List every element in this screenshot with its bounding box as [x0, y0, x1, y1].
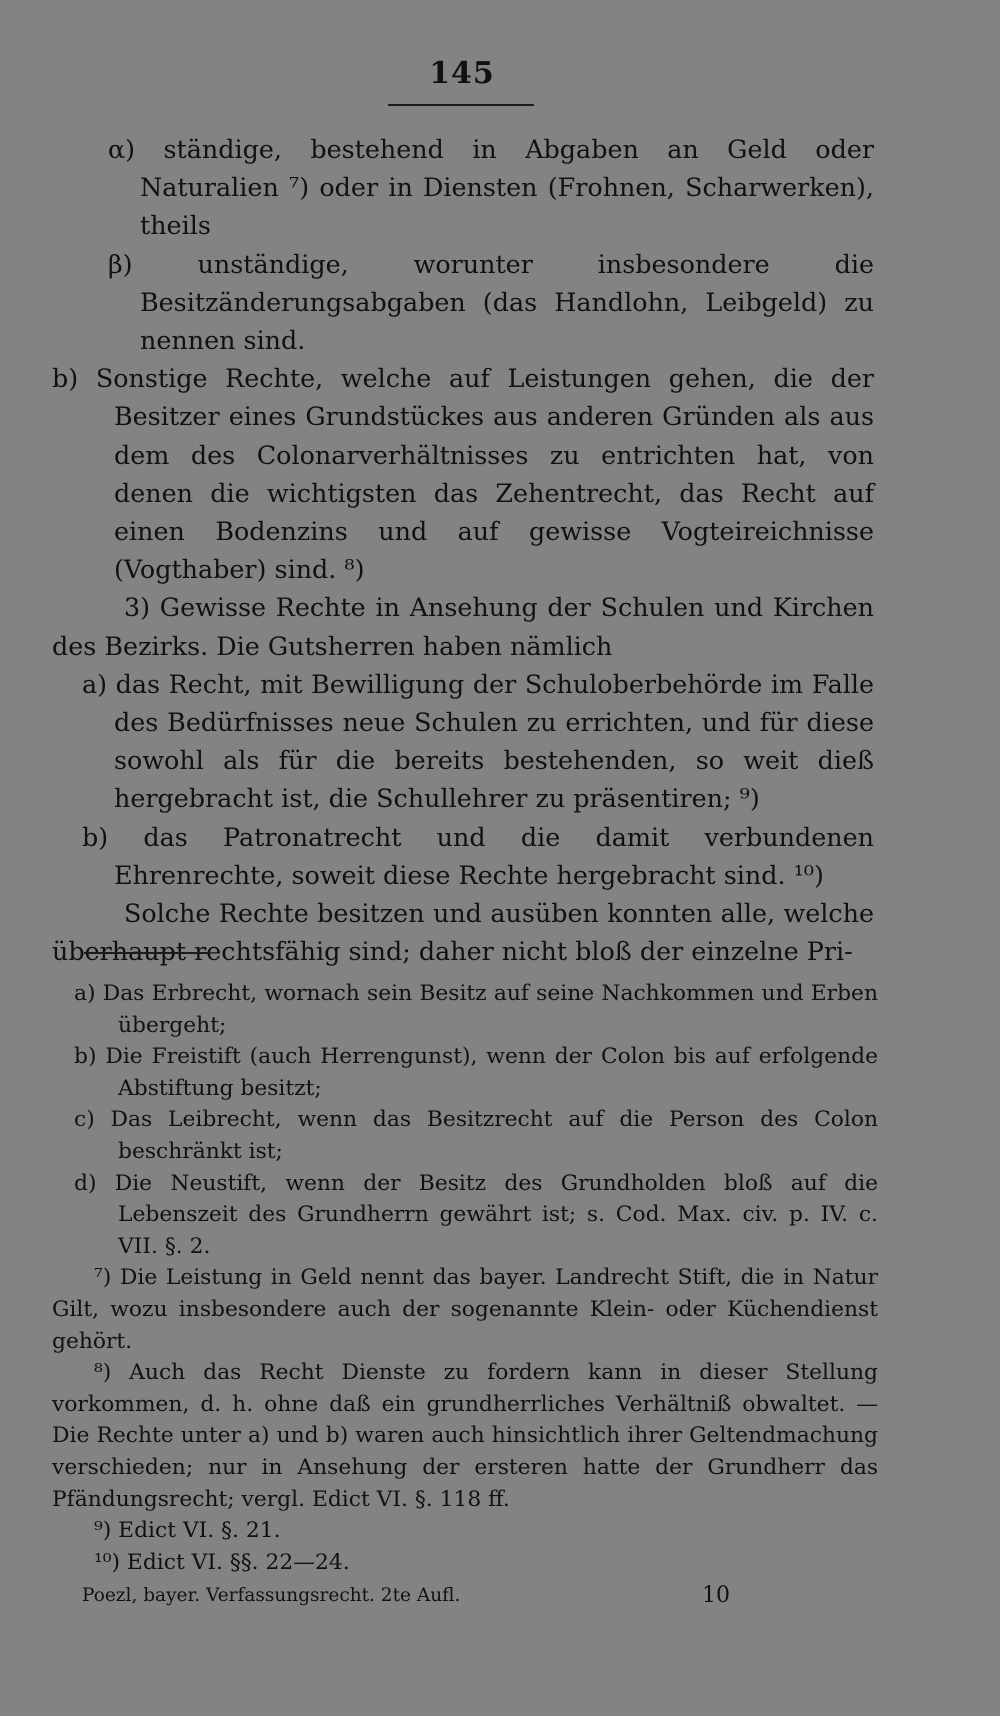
footnotes	[52, 978, 878, 1578]
footnote-c: c) Das Leibrecht, wenn das Besitzrecht auf die Person des Colon beschränkt ist;	[74, 1107, 878, 1164]
paragraph-3: 3) Gewisse Rechte in Ansehung der Schulen und Kirchen des Bezirks. Die Gutsherren haben nämlich	[52, 592, 874, 661]
footnote-separator	[84, 952, 210, 954]
footnote-9: ⁹) Edict VI. §. 21.	[94, 1518, 281, 1544]
footnote-8: ⁸) Auch das Recht Dienste zu fordern kann in dieser Stellung vorkommen, d. h. ohne daß ein grundherrliches Verhältniß obwaltet. — Die Rechte unter a) und b) waren auch hinsichtlich ihrer Geltendmachung verschieden; nur in Ansehung der ersteren hatte der Grundherr das Pfändungsrecht; vergl. Edict VI. §. 118 ff.	[52, 1360, 878, 1512]
paragraph-b: b) Sonstige Rechte, welche auf Leistungen gehen, die der Besitzer eines Grundstückes aus anderen Gründen als aus dem des Colonarverhältnisses zu entrichten hat, von denen die wichtigsten das Zehentrecht, das Recht auf einen Bodenzins und auf gewisse Vogteireichnisse (Vogthaber) sind. ⁸)	[52, 363, 874, 585]
footnote-b: b) Die Freistift (auch Herrengunst), wenn der Colon bis auf erfolgende Abstiftung besitzt;	[74, 1044, 878, 1101]
main-text	[52, 130, 874, 970]
footnote-7: ⁷) Die Leistung in Geld nennt das bayer. Landrecht Stift, die in Natur Gilt, wozu insbesondere auch der sogenannte Klein- oder Küchendienst gehört.	[52, 1265, 878, 1354]
footnote-a: a) Das Erbrecht, wornach sein Besitz auf seine Nachkommen und Erben übergeht;	[74, 981, 878, 1038]
paragraph-3b: b) das Patronatrecht und die damit verbundenen Ehrenrechte, soweit diese Rechte hergebracht sind. ¹⁰)	[82, 821, 874, 890]
page-number: 145	[429, 56, 495, 91]
paragraph-beta: β) unständige, worunter insbesondere die Besitzänderungsabgaben (das Handlohn, Leibgeld) zu nennen sind.	[108, 248, 874, 356]
paragraph-3a: a) das Recht, mit Bewilligung der Schuloberbehörde im Falle des Bedürfnisses neue Schulen zu errichten, und für diese sowohl als für die bereits bestehenden, so weit dieß hergebracht ist, die Schullehrer zu präsentiren; ⁹)	[82, 668, 874, 814]
footnote-10: ¹⁰) Edict VI. §§. 22—24.	[94, 1549, 350, 1575]
footnote-d: d) Die Neustift, wenn der Besitz des Grundholden bloß auf die Lebenszeit des Grundherrn gewährt ist; s. Cod. Max. civ. p. IV. c. VII. §. 2.	[74, 1170, 878, 1259]
page-footer	[82, 1582, 732, 1610]
header-rule	[388, 104, 534, 106]
paragraph-closing: Solche Rechte besitzen und ausüben konnten alle, welche überhaupt rechtsfähig sind; daher nicht bloß der einzelne Pri-	[52, 898, 874, 967]
signature-mark: 10	[702, 1583, 730, 1608]
footer-imprint: Poezl, bayer. Verfassungsrecht. 2te Aufl.	[82, 1585, 461, 1606]
paragraph-alpha: α) ständige, bestehend in Abgaben an Geld oder Naturalien ⁷) oder in Diensten (Frohnen, Scharwerken), theils	[108, 134, 874, 241]
